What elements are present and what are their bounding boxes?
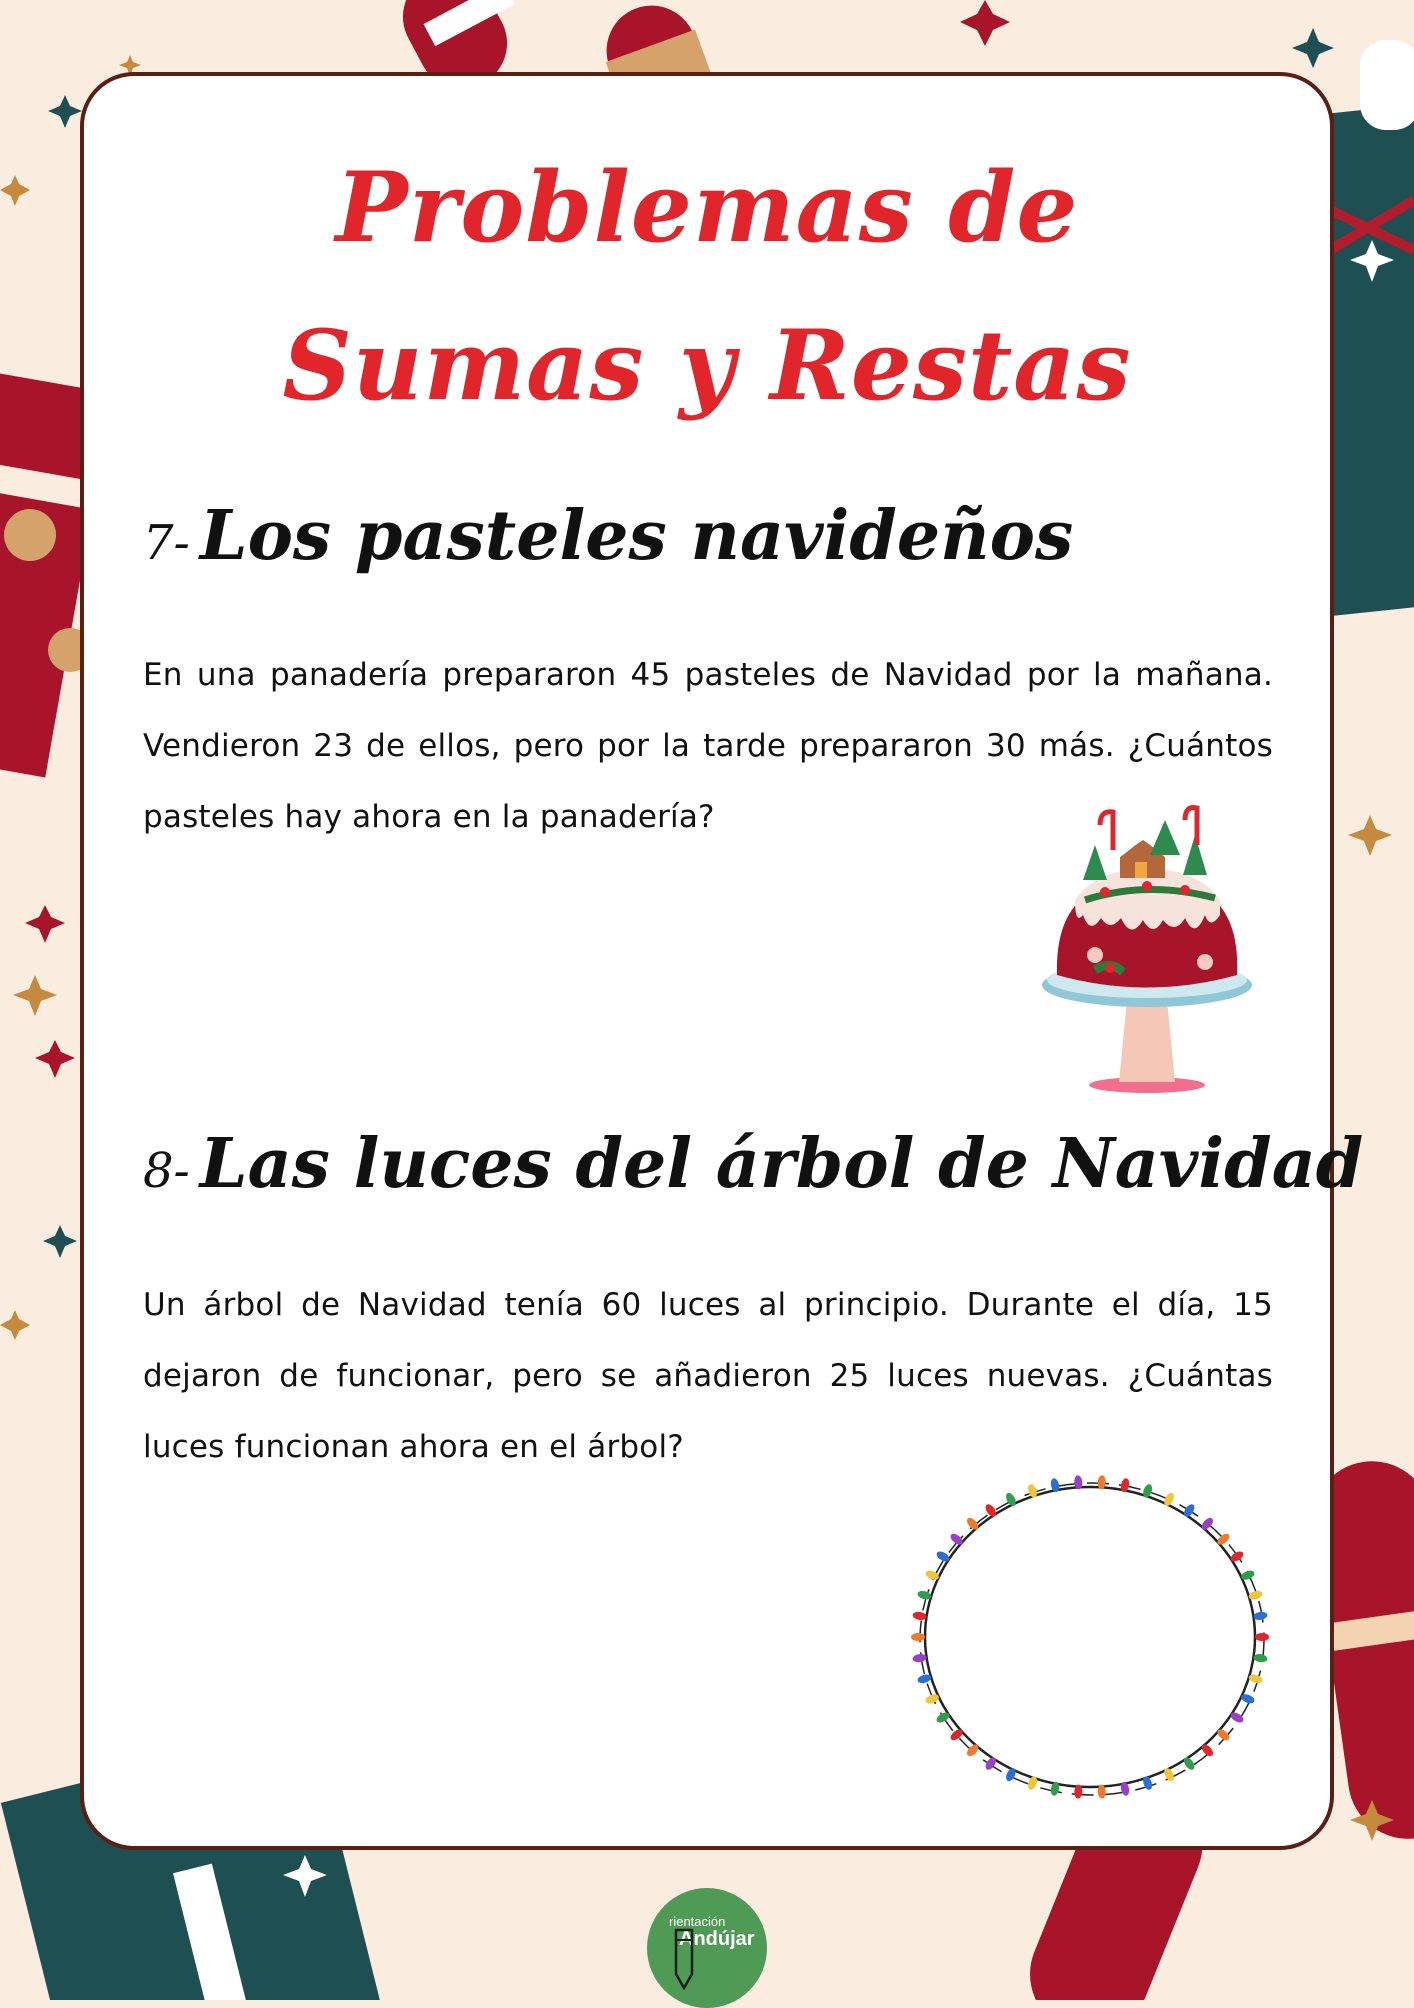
light-bulb-icon xyxy=(911,1633,925,1641)
problem-7-heading xyxy=(143,496,1074,576)
pencil-icon xyxy=(672,1928,696,1990)
string-lights-wreath-icon xyxy=(900,1462,1280,1812)
problem-7-text: En una panadería prepararon 45 pasteles de Navidad por la mañana. Vendieron 23 de ellos, pero por la tarde prepararon 30 más. ¿Cuántos pasteles hay ahora en la panadería? xyxy=(143,657,1273,835)
light-bulb-icon xyxy=(1253,1611,1268,1621)
light-bulb-icon xyxy=(1200,1742,1215,1758)
problem-7-number: 7- xyxy=(143,515,190,571)
light-bulb-icon xyxy=(1253,1653,1268,1663)
orientacion-andujar-logo xyxy=(647,1888,767,2008)
problem-8-heading xyxy=(143,1124,1364,1204)
page-title-line2: Sumas y Restas xyxy=(282,309,1132,422)
light-bulb-icon xyxy=(1200,1516,1215,1532)
christmas-cake-icon xyxy=(1035,800,1260,1095)
light-bulb-icon xyxy=(912,1611,927,1621)
logo-text-line2: Andújar xyxy=(679,1928,755,1950)
light-bulb-icon xyxy=(1255,1633,1269,1641)
light-bulb-icon xyxy=(949,1532,965,1547)
light-bulb-icon xyxy=(965,1516,980,1532)
page-title-line1: Problemas de xyxy=(335,151,1079,264)
problem-8-text: Un árbol de Navidad tenía 60 luces al principio. Durante el día, 15 dejaron de funcionar, pero se añadieron 25 luces nuevas. ¿Cuántas luces funcionan ahora en el árbol? xyxy=(143,1287,1273,1465)
light-bulb-icon xyxy=(1162,1491,1175,1507)
problem-7-title: Los pasteles navideños xyxy=(199,496,1074,576)
logo-text-line1: rientación xyxy=(669,1914,726,1929)
light-bulb-icon xyxy=(1215,1532,1231,1547)
light-bulb-icon xyxy=(965,1742,980,1758)
problem-8-number: 8- xyxy=(143,1143,190,1199)
light-bulb-icon xyxy=(1141,1483,1153,1499)
light-bulb-icon xyxy=(912,1653,927,1663)
problem-8-title: Las luces del árbol de Navidad xyxy=(199,1124,1364,1204)
light-bulb-icon xyxy=(1004,1767,1017,1783)
light-bulb-icon xyxy=(1004,1491,1017,1507)
light-bulb-icon xyxy=(1162,1767,1175,1783)
